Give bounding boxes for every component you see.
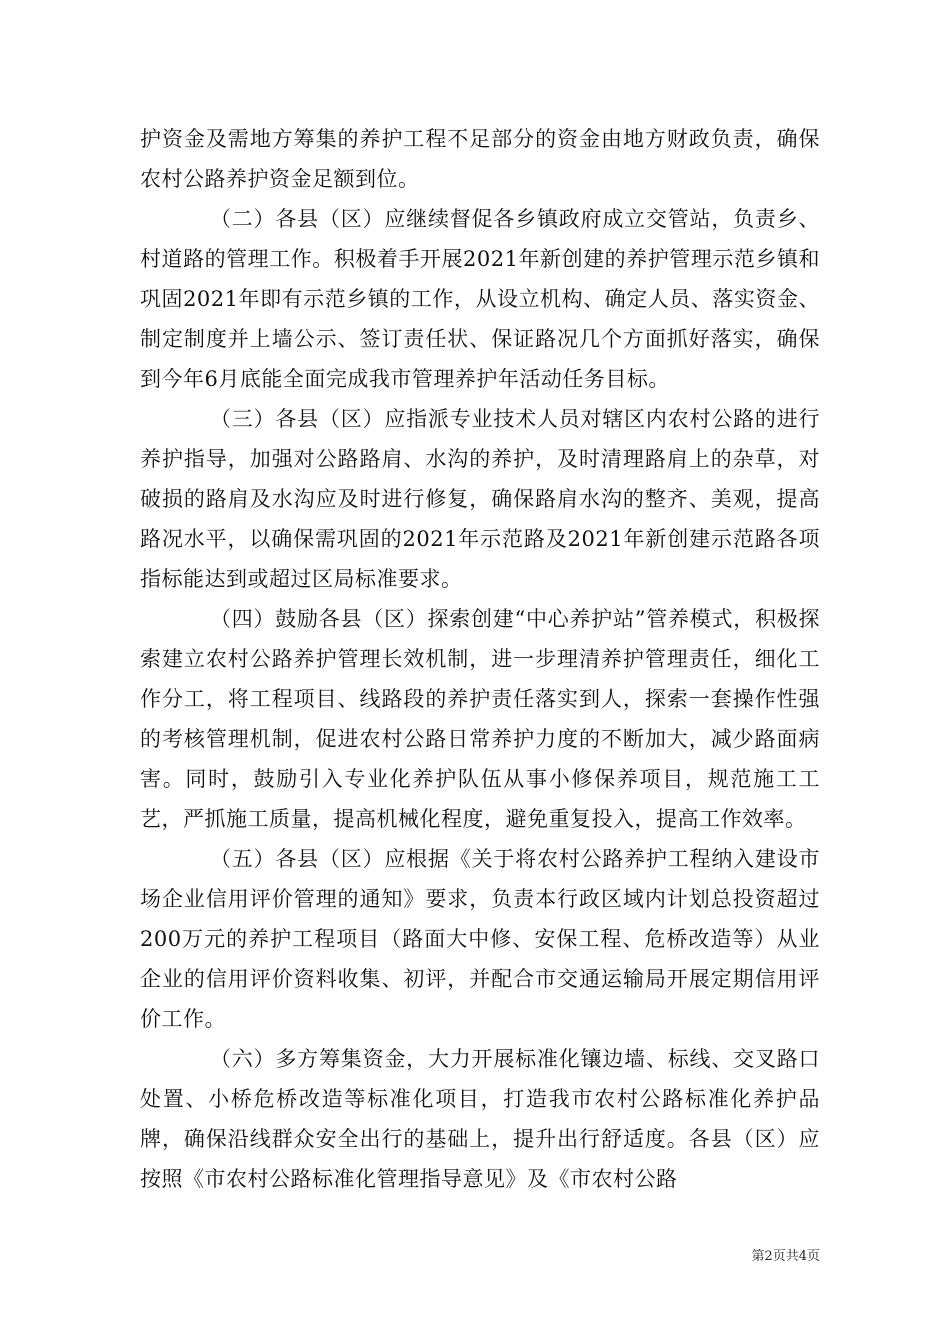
page-number-footer: 第2页共4页 bbox=[751, 1249, 820, 1264]
paragraph-item-3: （三）各县（区）应指派专业技术人员对辖区内农村公路的进行养护指导，加强对公路路肩、水沟的养护，及时清理路肩上的杂草，对破损的路肩及水沟应及时进行修复，确保路肩水沟的整齐、美观，提高路况水平，以确保需巩固的2021年示范路及2021年新创建示范路各项指标能达到或超过区局标准要求。 bbox=[140, 407, 820, 591]
paragraph-item-6: （六）多方筹集资金，大力开展标准化镶边墙、标线、交叉路口处置、小桥危桥改造等标准化项目，打造我市农村公路标准化养护品牌，确保沿线群众安全出行的基础上，提升出行舒适度。各县（区）应按照《市农村公路标准化管理指导意见》及《市农村公路 bbox=[140, 1047, 820, 1191]
paragraph-continuation: 护资金及需地方筹集的养护工程不足部分的资金由地方财政负责，确保农村公路养护资金足额到位。 bbox=[140, 127, 820, 191]
paragraph-item-2: （二）各县（区）应继续督促各乡镇政府成立交管站，负责乡、村道路的管理工作。积极着手开展2021年新创建的养护管理示范乡镇和巩固2021年即有示范乡镇的工作，从设立机构、确定人员、落实资金、制定制度并上墙公示、签订责任状、保证路况几个方面抓好落实，确保到今年6月底能全面完成我市管理养护年活动任务目标。 bbox=[140, 207, 820, 391]
paragraph-item-5: （五）各县（区）应根据《关于将农村公路养护工程纳入建设市场企业信用评价管理的通知》要求，负责本行政区域内计划总投资超过200万元的养护工程项目（路面大中修、安保工程、危桥改造等）从业企业的信用评价资料收集、初评，并配合市交通运输局开展定期信用评价工作。 bbox=[140, 847, 820, 1031]
document-body bbox=[140, 119, 820, 1199]
paragraph-item-4: （四）鼓励各县（区）探索创建“中心养护站”管养模式，积极探索建立农村公路养护管理长效机制，进一步理清养护管理责任，细化工作分工，将工程项目、线路段的养护责任落实到人，探索一套操作性强的考核管理机制，促进农村公路日常养护力度的不断加大，减少路面病害。同时，鼓励引入专业化养护队伍从事小修保养项目，规范施工工艺，严抓施工质量，提高机械化程度，避免重复投入，提高工作效率。 bbox=[140, 607, 820, 831]
